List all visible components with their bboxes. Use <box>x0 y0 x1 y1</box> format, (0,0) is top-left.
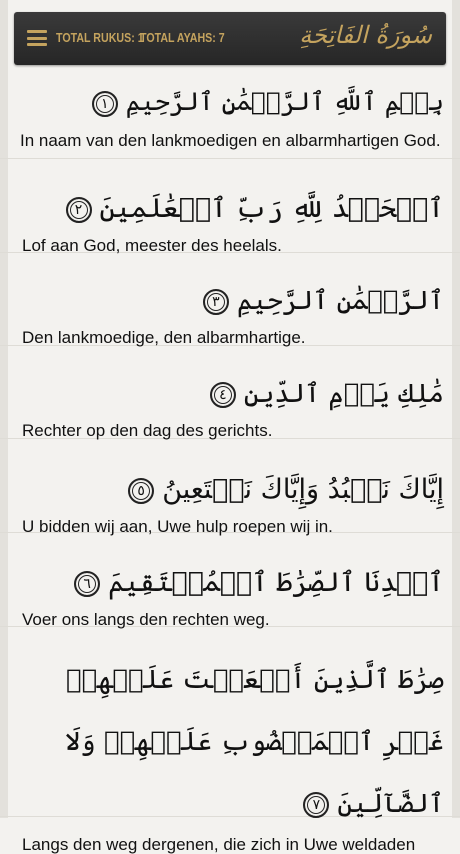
verse-item[interactable] <box>0 627 460 854</box>
ayah-number-icon: ٤ <box>210 382 236 408</box>
arabic-text: مَٰلِكِ يَوۡمِ ٱلدِّينِ٤ <box>0 346 460 421</box>
translation-text: In naam van den lankmoedigen en albarmhartigen God. <box>20 131 441 150</box>
ayah-number-icon: ٦ <box>74 571 100 597</box>
arabic-text: إِيَّاكَ نَعۡبُدُ وَإِيَّاكَ نَسۡتَعِينُ٥ <box>0 439 460 517</box>
surah-title: سُورَةُ الفَاتِحَةِ <box>299 21 432 49</box>
translation-text: Voer ons langs den rechten weg. <box>22 610 270 629</box>
translation-text: U bidden wij aan, Uwe hulp roepen wij in. <box>22 517 333 536</box>
translation-text: Lof aan God, meester des heelals. <box>22 236 282 255</box>
hamburger-menu-icon[interactable] <box>27 30 47 46</box>
translation-text: Langs den weg dergenen, die zich in Uwe weldaden <box>22 835 416 854</box>
translation-text: Rechter op den dag des gerichts. <box>22 421 273 440</box>
arabic-text: ٱلۡحَمۡدُ لِلَّهِ رَبِّ ٱلۡعَٰلَمِينَ٢ <box>0 159 460 236</box>
ayah-number-icon: ٥ <box>128 478 154 504</box>
verse-item[interactable] <box>0 65 460 159</box>
verse-item[interactable] <box>0 159 460 253</box>
ayah-number-icon: ٧ <box>303 792 329 818</box>
total-ayahs-label: TOTAL AYAHS: 7 <box>140 30 225 45</box>
arabic-text: ٱلرَّحۡمَٰنِ ٱلرَّحِيمِ٣ <box>0 253 460 328</box>
verse-item[interactable] <box>0 533 460 627</box>
translation-text: Den lankmoedige, den albarmhartige. <box>22 328 306 347</box>
verse-list <box>0 65 460 854</box>
arabic-text: بِسۡمِ ٱللَّهِ ٱلرَّحۡمَٰنِ ٱلرَّحِيمِ١ <box>0 65 460 131</box>
arabic-text: ٱهۡدِنَا ٱلصِّرَٰطَ ٱلۡمُسۡتَقِيمَ٦ <box>0 533 460 610</box>
verse-item[interactable] <box>0 439 460 536</box>
top-bar <box>14 12 446 65</box>
ayah-number-icon: ١ <box>92 91 118 117</box>
arabic-text: صِرَٰطَ ٱلَّذِينَ أَنۡعَمۡتَ عَلَيۡهِمۡ غَيۡرِ ٱلۡمَغۡضُوبِ عَلَيۡهِمۡ وَلَا ٱلضَّآلِّينَ٧ <box>65 665 444 819</box>
verse-item[interactable] <box>0 253 460 346</box>
ayah-number-icon: ٣ <box>203 289 229 315</box>
verse-item[interactable] <box>0 346 460 439</box>
ayah-number-icon: ٢ <box>66 197 92 223</box>
total-rukus-label: TOTAL RUKUS: 1 <box>56 30 144 45</box>
